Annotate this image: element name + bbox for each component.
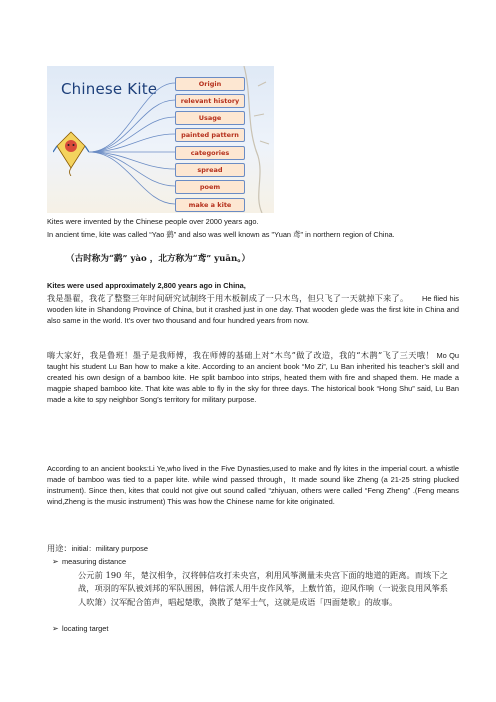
- node-poem: poem: [175, 180, 245, 194]
- lu-ban-chinese-text: 嗨大家好，我是鲁班！墨子是我师傅，我在师傅的基础上对“木鸟”做了改造，我的“木鹊”飞了三天哦！: [47, 350, 434, 360]
- mo-di-english-text: He flied his wooden kite in Shandong Province of China, but it crashed just in one day. That wooden glede was the first kite in China and also same in the world. It’s over two thousand and four hundred years from now.: [47, 294, 459, 325]
- node-relevant-history: relevant history: [175, 94, 245, 108]
- bullet-label: locating target: [62, 624, 109, 633]
- paragraph-mo-di: [47, 293, 459, 326]
- bullet-measuring-distance: [52, 556, 126, 567]
- bullet-label: measuring distance: [62, 557, 127, 566]
- kite-mind-map-figure: [47, 66, 274, 213]
- node-categories: categories: [175, 146, 245, 160]
- node-origin: Origin: [175, 77, 245, 91]
- node-make-a-kite: make a kite: [175, 198, 245, 212]
- arrow-bullet-icon: ➢: [52, 557, 59, 566]
- node-spread: spread: [175, 163, 245, 177]
- paragraph-han-xin: 公元前 190 年，楚汉相争，汉将韩信攻打未央宫，利用风筝测量未央宫下面的地道的距离。而垓下之战，项羽的军队被刘邦的军队围困，韩信派人用牛皮作风筝，上敷竹笛，迎风作响（一说张良用风筝系人吹箫）汉军配合笛声，唱起楚歌，涣散了楚军士气，这就是成语「四面楚歌」的故事。: [78, 570, 448, 607]
- node-painted-pattern: painted pattern: [175, 128, 245, 142]
- lu-ban-english-text: Mo Qu taught his student Lu Ban how to make a kite. According to an ancient book “Mo Zi”, Lu Ban inherited his teacher’s skill and created his own design of a bamboo kite. He split bamboo into strips, heated them with fire and shaped them. He made a magpie shaped bamboo kite. That kite was able to fly in the sky for three days. The historical book “Hong Shu” said, Lu Ban made a kite to spy neighbor Song’s territory for military purpose.: [47, 351, 460, 404]
- kite-figure-icon: [53, 128, 89, 176]
- usage-label: 用途：: [47, 543, 72, 553]
- node-usage: Usage: [175, 111, 245, 125]
- usage-line: [47, 543, 459, 554]
- paragraph-li-ye: According to an ancient books:Li Ye,who lived in the Five Dynasties,used to make and fly kites in the imperial court. a whistle made of bamboo was tied to a paper kite. while wind passed through，It made sound like Zheng (a 21-25 string plucked instrument). Since then, kites that could not give out sound called “zhiyuan, others were called “Feng Zheng” .(Feng means wind,Zheng is the music instrument) This was how the Chinese name for kite originated.: [47, 464, 459, 506]
- paragraph-invention: Kites were invented by the Chinese people over 2000 years ago.: [47, 217, 259, 226]
- arrow-bullet-icon: ➢: [52, 624, 59, 633]
- heading-kites-used: Kites were used approximately 2,800 years ago in China,: [47, 281, 246, 290]
- paragraph-lu-ban: [47, 350, 459, 405]
- paragraph-ancient-names: In ancient time, kite was called “Yao 鹞” and also was well known as "Yuan 鸢" in northern region of China.: [47, 230, 395, 239]
- bullet-locating-target: [52, 623, 108, 634]
- mo-di-chinese-text: 我是墨翟，我花了整整三年时间研究试制终于用木板制成了一只木鸟，但只飞了一天就掉下来了。: [47, 293, 409, 303]
- figure-title: Chinese Kite: [61, 80, 158, 98]
- usage-initial: initial：military purpose: [71, 544, 148, 553]
- paragraph-chinese-names: （古时称为“鹞” yào ，北方称为“鸢” yuān。）: [66, 254, 251, 264]
